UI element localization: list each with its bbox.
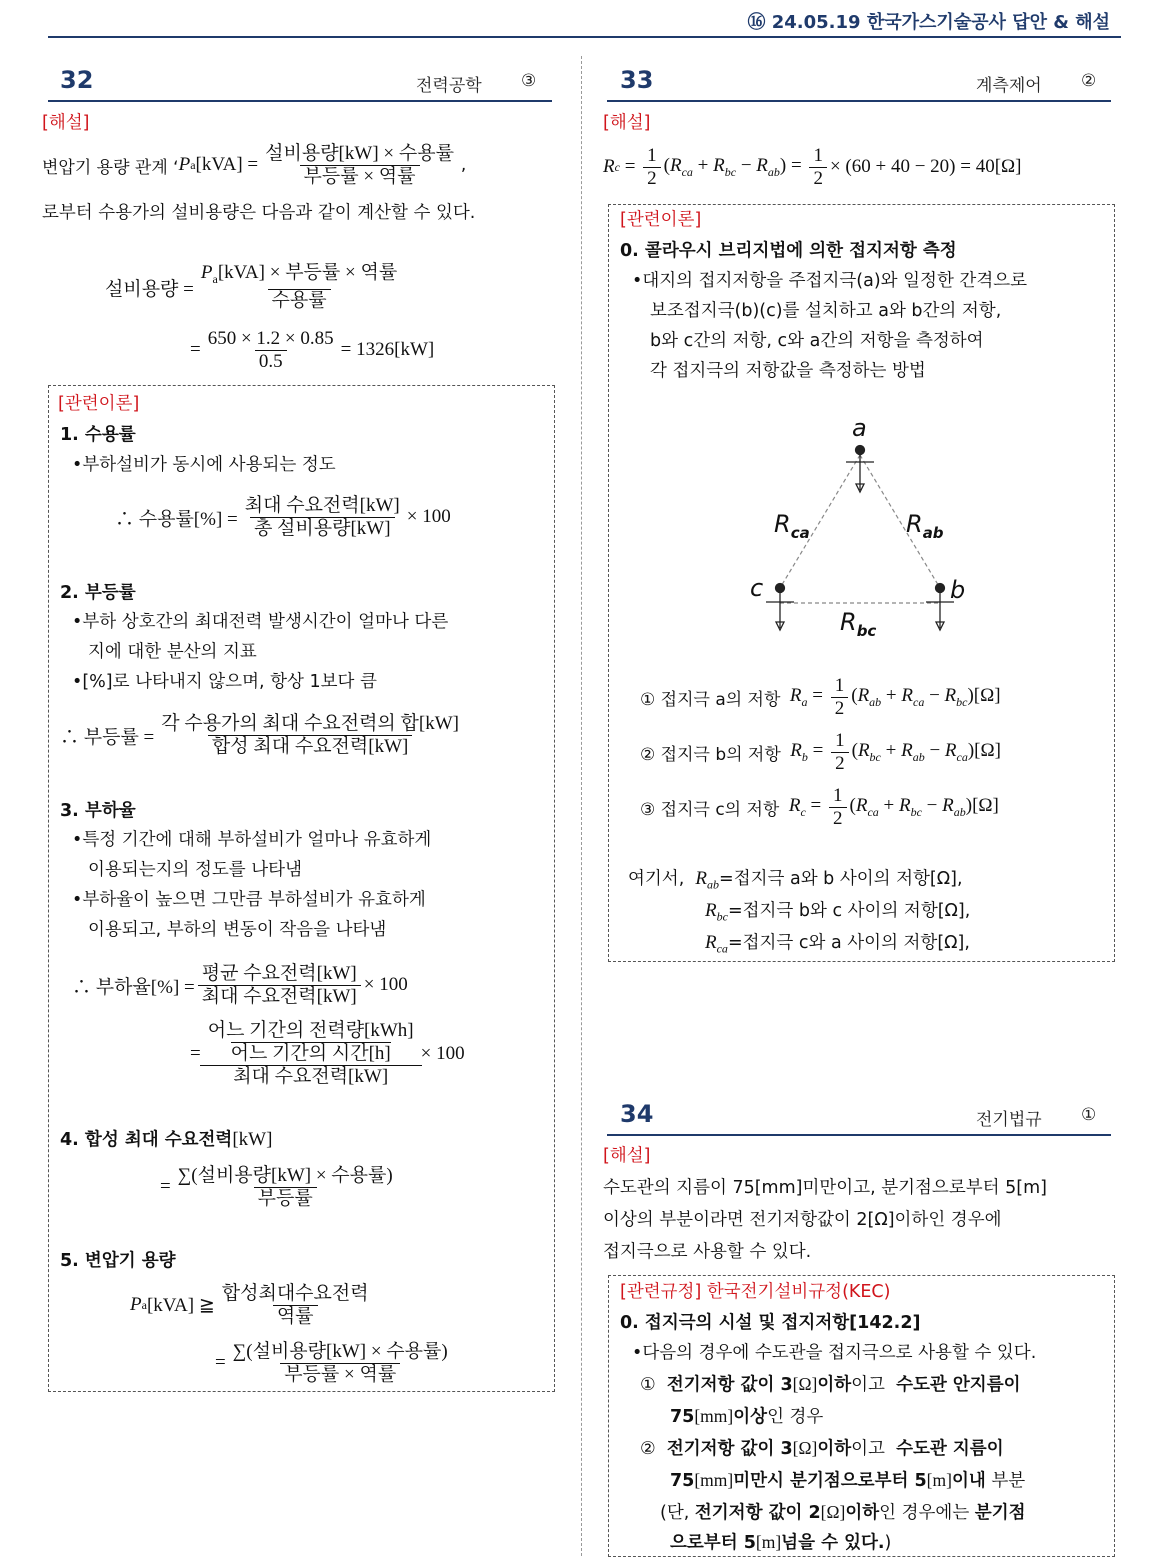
q32-t2-num: 각 수용가의 최대 수요전력의 합[kW] (161, 712, 459, 734)
q33-main-eq-rhs: × (60 + 40 − 20) = 40[Ω] (829, 156, 1022, 177)
q32-t1-eq-rhs: × 100 (406, 506, 451, 527)
q32-t5-title: 5. 변압기 용량 (60, 1251, 176, 1271)
q32-theory-label: [관련이론] (58, 394, 140, 414)
q32-t4-unit: [kW] (232, 1129, 273, 1150)
edge-ca (780, 455, 860, 588)
q34-r2b-m: 부분 (985, 1471, 1026, 1491)
q32-rule (48, 100, 552, 102)
q34-r1b-b1: 75 (670, 1407, 695, 1427)
q34-r1b-m: 인 경우 (767, 1407, 824, 1427)
q34-r2a-num: ② (640, 1439, 656, 1459)
svg-text:Rab (906, 510, 944, 542)
q34-r0-b1: •다음의 경우에 수도관을 접지극으로 사용할 수 있다. (632, 1343, 1037, 1363)
node-c-dot (776, 584, 785, 593)
q34-r1a-b1: 전기저항 값이 3 (666, 1375, 793, 1395)
column-divider (581, 56, 582, 1556)
q32-t3-eq2-fraction (204, 1020, 418, 1088)
q34-r1a-b2: 이하 (817, 1375, 852, 1395)
q34-r2c-b1: 전기저항 값이 2 (694, 1503, 821, 1523)
q32-t5-num: 합성최대수요전력 (221, 1282, 369, 1304)
q33-f1-pre: ① 접지극 a의 저항 (640, 689, 781, 710)
q32-t1-title: 1. 수용률 (60, 425, 136, 445)
q34-r1a-m: 이고 (851, 1375, 885, 1395)
q33-formula-3: ③ 접지극 c의 저항 $R_c$ = $\frac{1}{2}$ $(R_{ca} + R_{bc} - R_{ab})[\Omega]$ (640, 784, 999, 829)
q32-calc1-fraction: $\frac{P_a[kVA] \times 부등률 \times 역률}{\text{수용률}}$ (200, 261, 398, 312)
q32-t2-bullet1a: •부하 상호간의 최대전력 발생시간이 얼마나 다른 (72, 612, 449, 632)
q32-t4-num: ∑(설비용량[kW] × 수용률) (177, 1164, 393, 1186)
edge-ab (860, 455, 940, 588)
q32-t1-eq (115, 492, 451, 542)
q33-t0-b3: b와 c간의 저항, c와 a간의 저항을 측정하여 (650, 331, 984, 351)
label-r-bc-r: R (840, 608, 857, 636)
q32-t3-bullet2a: •부하율이 높으면 그만큼 부하설비가 유효하게 (72, 890, 426, 910)
q33-where-1: 여기서, $R_{ab}=$접지극 a와 b 사이의 저항[Ω], (628, 868, 963, 892)
q34-r2b-b2: 미만시 분기점으로부터 5 (733, 1471, 927, 1491)
q32-t2-fraction (157, 713, 463, 758)
q34-r2a-b2: 이하 (817, 1439, 852, 1459)
label-r-bc-sub: bc (856, 622, 877, 640)
header-rule (48, 36, 1121, 38)
q33-w2: =접지극 b와 c 사이의 저항[Ω], (727, 901, 971, 921)
q32-t3-eq (72, 960, 408, 1010)
q32-t1-den: 총 설비용량[kW] (250, 517, 395, 540)
q32-t2-eq (60, 710, 466, 760)
q34-r1-line-b (670, 1403, 823, 1430)
q33-answer: ② (1081, 71, 1097, 91)
q34-r2b-u: [mm] (694, 1470, 734, 1490)
q32-calc2-fraction (204, 328, 338, 373)
q33-formula-1: ① 접지극 a의 저항 $R_a$ = $\frac{1}{2}$ $(R_{ab} + R_{ca} - R_{bc})[\Omega]$ (640, 674, 1001, 719)
q33-f2-pre: ② 접지극 b의 저항 (640, 744, 781, 765)
q34-r2c-m: 인 경우에는 (879, 1503, 975, 1523)
q34-r2b-b3: 이내 (951, 1471, 986, 1491)
svg-text:Rbc (840, 608, 876, 640)
label-r-ca-r: R (774, 510, 791, 538)
q32-t4-title-row (60, 1127, 272, 1153)
label-r-ab-r: R (906, 510, 923, 538)
svg-text:Rca (774, 510, 810, 542)
q32-t3-eq2-n1: 어느 기간의 전력량[kWh] (207, 1020, 414, 1041)
q32-t4-den: 부등률 (254, 1187, 317, 1210)
q33-where-label: 여기서, (628, 869, 685, 889)
q32-line1-prefix: 변압기 용량 관계 ‘ (42, 157, 179, 178)
q32-subject: 전력공학 (416, 76, 482, 96)
q33-w1: =접지극 a와 b 사이의 저항[Ω], (719, 869, 963, 889)
q34-r2c-b3: 분기점 (974, 1503, 1026, 1523)
q34-r2a-m: 이고 (851, 1439, 885, 1459)
q34-r1-line-a (640, 1371, 1021, 1398)
q32-t2-bullet1b: 지에 대한 분산의 지표 (88, 642, 257, 662)
node-a-dot (856, 446, 865, 455)
q32-capacity-relation: 변압기 용량 관계 ‘ P a [kVA] = $\frac{\text{설비용량[kW] × 수용률}}{\text{부등률 × 역률}}$ , (42, 142, 467, 187)
q32-t4-fraction (174, 1165, 397, 1210)
label-node-a: a (852, 414, 867, 442)
q32-t3-bullet1b: 이용되는지의 정도를 나타냄 (88, 860, 302, 880)
q34-r2c-b2: 이하 (845, 1503, 880, 1523)
q32-cap-num: 설비용량[kW] × 수용률 (265, 142, 454, 164)
q32-calc1-den: 수용률 (268, 289, 331, 312)
q32-t2-title: 2. 부등률 (60, 583, 136, 603)
q32-t5-fraction (218, 1283, 373, 1328)
q32-t3-eq2: = 어느 기간의 전력량[kWh] 어느 기간의 시간[h] 최대 수요전력[kW] × 100 (190, 1020, 465, 1087)
q32-t3-bullet1a: •특정 기간에 대해 부하설비가 얼마나 유효하게 (72, 830, 432, 850)
q34-r2-line-c (660, 1499, 1026, 1526)
q32-t4-eq: = $\frac{\text{∑(설비용량[kW] × 수용률)}}{\text{부등률}}$ (160, 1160, 400, 1214)
q32-t4-title: 4. 합성 최대 수요전력 (60, 1130, 233, 1150)
q32-t5-eq2-fraction (229, 1341, 452, 1386)
q32-calc2-rhs: = 1326[kW] (340, 339, 435, 360)
q32-t2-den: 합성 최대 수요전력[kW] (208, 735, 412, 758)
q32-t3-eq-lhs: ∴ 부하율[%] = (72, 976, 195, 998)
q34-r1a-u: [Ω] (792, 1374, 818, 1394)
q34-r2d-b1: 으로부터 5 (670, 1533, 756, 1553)
label-node-c: c (750, 574, 764, 602)
q32-t3-eq2-n2: 어느 기간의 시간[h] (230, 1043, 391, 1064)
q32-line2: 로부터 수용가의 설비용량은 다음과 같이 계산할 수 있다. (42, 203, 476, 223)
q34-r2-line-a (640, 1435, 1004, 1462)
q32-calc2: = $\frac{650 \times 1.2 \times 0.85}{0.5}$ = 1326[kW] (190, 327, 435, 372)
q32-t2-eq-lhs: ∴ 부등률 = (60, 726, 155, 748)
q34-p3: 접지극으로 사용할 수 있다. (603, 1242, 812, 1262)
q34-r0-title: 0. 접지극의 시설 및 접지저항[142.2] (620, 1313, 921, 1333)
q34-r1b-u: [mm] (694, 1406, 734, 1426)
label-r-ca-sub: ca (790, 524, 810, 542)
q34-r2-line-d (670, 1529, 891, 1556)
q33-theory-label: [관련이론] (620, 210, 702, 230)
q34-r2c-p: (단, (660, 1503, 695, 1523)
q32-calc1-num: [kVA] × 부등률 × 역률 (217, 261, 398, 283)
label-r-ab-sub: ab (922, 524, 944, 542)
q34-r2c-u: [Ω] (820, 1502, 846, 1522)
q34-r1a-b3: 수도관 안지름이 (896, 1375, 1021, 1395)
q32-t5-den: 역률 (273, 1305, 318, 1328)
page-header: ⑯ 24.05.19 한국가스기술공사 답안 & 해설 (747, 12, 1110, 33)
q33-main-eq: R c = $\frac{1}{2}$ $(R_{ca} + R_{bc} - R_{ab})$ = $\frac{1}{2}$ × (60 + 40 − 20) = 40[Ω] (603, 144, 1022, 189)
q32-t5-eq-lhs: [kVA] ≧ (146, 1294, 215, 1316)
q33-explain-label: [해설] (603, 113, 651, 133)
q32-calc1 (105, 262, 404, 312)
q32-t3-bullet2b: 이용되고, 부하의 변동이 작음을 나타냄 (88, 920, 387, 940)
q33-rule (607, 100, 1111, 102)
q32-t1-bullet: •부하설비가 동시에 사용되는 정도 (72, 455, 336, 475)
q33-t0-b4: 각 접지극의 저항값을 측정하는 방법 (650, 361, 926, 381)
q32-t5-eq2-num: ∑(설비용량[kW] × 수용률) (232, 1340, 448, 1362)
q32-cap-den: 부등률 × 역률 (300, 165, 420, 188)
q34-p1: 수도관의 지름이 75[mm]미만이고, 분기점으로부터 5[m] (603, 1178, 1047, 1198)
q34-r1b-b2: 이상 (733, 1407, 768, 1427)
q34-reg-label: [관련규정] 한국전기설비규정(KEC) (620, 1282, 891, 1302)
q32-t1-fraction (241, 495, 404, 540)
q34-subject: 전기법규 (976, 1110, 1042, 1130)
q34-rule (607, 1134, 1111, 1136)
q34-r2a-b1: 전기저항 값이 3 (666, 1439, 793, 1459)
q34-r2d-b2: 넘을 수 있다. (781, 1533, 885, 1553)
q33-w3: =접지극 c와 a 사이의 저항[Ω], (727, 933, 970, 953)
q32-cap-lhs: [kVA] = (195, 154, 259, 175)
q32-t3-title: 3. 부하율 (60, 801, 136, 821)
q32-t5-eq2-den: 부등률 × 역률 (280, 1363, 400, 1386)
q32-t1-eq-lhs: ∴ 수용률[%] = (115, 508, 238, 530)
q32-t2-bullet2: •[%]로 나타내지 않으며, 항상 1보다 큼 (72, 672, 377, 692)
q34-explain-label: [해설] (603, 1146, 651, 1166)
q34-r2a-b3: 수도관 지름이 (896, 1439, 1004, 1459)
node-b-dot (936, 584, 945, 593)
q33-t0-b2: 보조접지극(b)(c)를 설치하고 a와 b간의 저항, (650, 301, 1002, 321)
q32-cap-fraction (261, 143, 458, 188)
q34-p2: 이상의 부분이라면 전기저항값이 2[Ω]이하인 경우에 (603, 1210, 1002, 1230)
q33-subject: 계측제어 (976, 76, 1042, 96)
q32-t3-den: 최대 수요전력[kW] (198, 985, 361, 1008)
q34-r2-line-b (670, 1467, 1025, 1494)
q33-number: 33 (620, 66, 654, 94)
q34-r2d-e: ) (884, 1533, 892, 1553)
q32-t3-eq2-rhs: × 100 (420, 1043, 465, 1064)
q32-number: 32 (60, 66, 94, 94)
q32-line1-suffix: , (460, 155, 467, 175)
q33-where-2: $R_{bc}=$접지극 b와 c 사이의 저항[Ω], (705, 900, 971, 924)
q33-t0-title: 0. 콜라우시 브리지법에 의한 접지저항 측정 (620, 241, 957, 261)
q33-t0-b1: •대지의 접지저항을 주접지극(a)와 일정한 간격으로 (632, 271, 1028, 291)
q32-calc2-den: 0.5 (255, 350, 287, 373)
q32-calc1-lhs: 설비용량 = (105, 278, 194, 300)
q32-t3-fraction (198, 963, 361, 1008)
q33-f3-pre: ③ 접지극 c의 저항 (640, 799, 780, 820)
q33-formula-2: ② 접지극 b의 저항 $R_b$ = $\frac{1}{2}$ $(R_{bc} + R_{ab} - R_{ca})[\Omega]$ (640, 729, 1001, 774)
q34-r2b-b1: 75 (670, 1471, 695, 1491)
label-node-b: b (950, 576, 966, 604)
kohlrausch-diagram (740, 410, 980, 650)
q32-calc2-num: 650 × 1.2 × 0.85 (207, 327, 334, 349)
q32-t5-eq2: = $\frac{\text{∑(설비용량[kW] × 수용률)}}{\text{부등률 × 역률}}$ (215, 1336, 455, 1390)
q32-t3-eq-rhs: × 100 (363, 974, 408, 995)
q32-answer: ③ (521, 71, 537, 91)
q34-r2d-u: [m] (755, 1532, 782, 1552)
q34-answer: ① (1081, 1105, 1097, 1125)
q34-r2b-u2: [m] (926, 1470, 952, 1490)
q32-explain-label: [해설] (42, 113, 90, 133)
q32-t3-num: 평균 수요전력[kW] (201, 962, 357, 984)
q32-t1-num: 최대 수요전력[kW] (244, 494, 400, 516)
q34-number: 34 (620, 1100, 654, 1128)
q32-t5-eq: P a [kVA] ≧ $\frac{\text{합성최대수요전력}}{\text{역률}}$ (130, 1280, 376, 1330)
q34-r2a-u: [Ω] (792, 1438, 818, 1458)
q32-t3-eq2-den: 최대 수요전력[kW] (200, 1065, 422, 1088)
q33-where-3: $R_{ca}=$접지극 c와 a 사이의 저항[Ω], (705, 932, 970, 956)
q34-r1a-num: ① (640, 1375, 656, 1395)
